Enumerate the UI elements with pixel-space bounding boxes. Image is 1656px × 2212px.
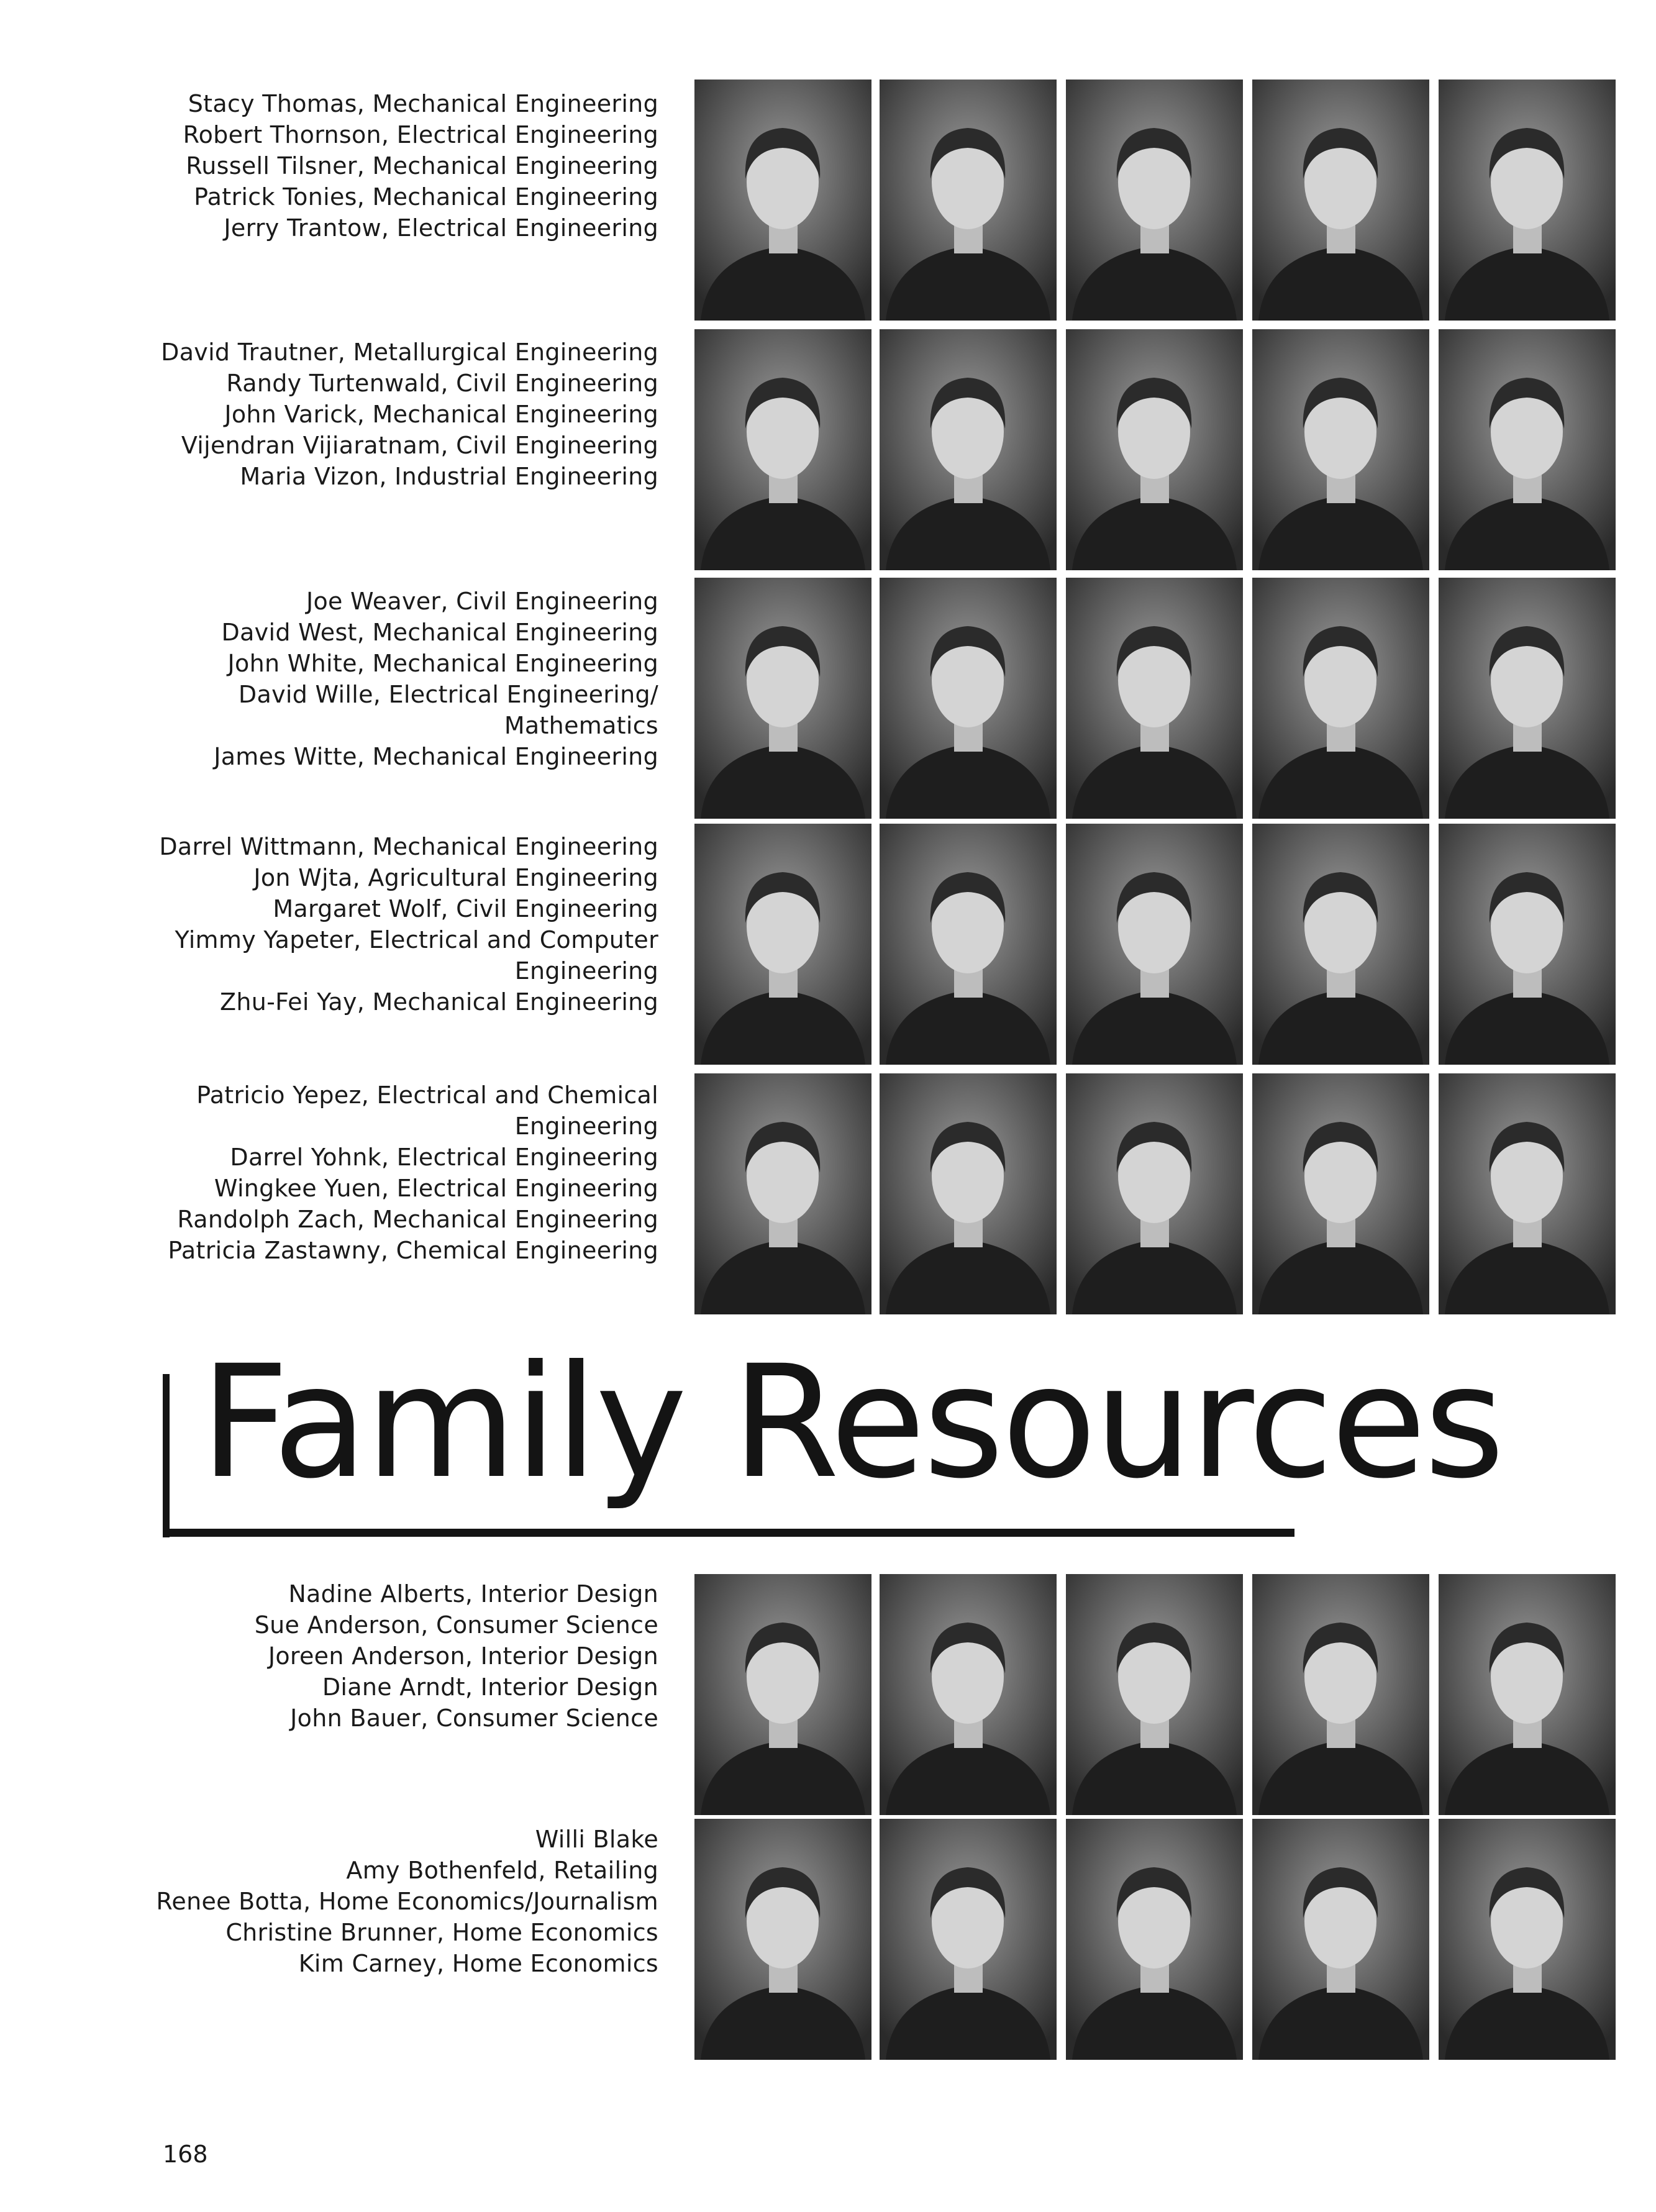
portrait-photo (1252, 1574, 1429, 1815)
caption-line: Stacy Thomas, Mechanical Engineering (188, 90, 658, 117)
portrait-image (694, 1819, 871, 2060)
portrait-image (880, 1073, 1057, 1314)
caption-line: Renee Botta, Home Economics/Journalism (156, 1888, 658, 1915)
portrait-photo (1252, 80, 1429, 321)
caption-group (93, 586, 658, 772)
caption-line: Amy Bothenfeld, Retailing (346, 1857, 658, 1884)
portrait-photo (1252, 329, 1429, 570)
portrait-photo (880, 80, 1057, 321)
portrait-image (694, 824, 871, 1065)
portrait-image (1066, 329, 1243, 570)
caption-line: Jerry Trantow, Electrical Engineering (224, 214, 658, 242)
portrait-photo (1439, 80, 1616, 321)
heading-rule-horizontal (163, 1529, 1294, 1537)
caption-line: Joreen Anderson, Interior Design (268, 1642, 658, 1670)
portrait-photo (1439, 824, 1616, 1065)
caption-line: David Wille, Electrical Engineering/ (238, 681, 658, 708)
caption-line: Kim Carney, Home Economics (298, 1950, 658, 1977)
caption-line: Mathematics (504, 712, 658, 739)
portrait-image (1439, 329, 1616, 570)
caption-line: Darrel Yohnk, Electrical Engineering (230, 1144, 658, 1171)
caption-line: Christine Brunner, Home Economics (225, 1919, 658, 1946)
caption-line: Engineering (514, 1113, 658, 1140)
caption-line: Sue Anderson, Consumer Science (254, 1611, 658, 1639)
portrait-image (694, 329, 871, 570)
portrait-row (694, 1819, 1612, 2060)
caption-line: Willi Blake (535, 1826, 658, 1853)
portrait-photo (694, 1574, 871, 1815)
section-title: Family Resources (200, 1332, 1503, 1513)
caption-line: Randy Turtenwald, Civil Engineering (226, 370, 658, 397)
caption-group (93, 1578, 658, 1734)
portrait-photo (1252, 578, 1429, 819)
caption-line: David West, Mechanical Engineering (221, 619, 658, 646)
portrait-row (694, 824, 1612, 1065)
caption-line: Nadine Alberts, Interior Design (288, 1580, 658, 1608)
caption-line: Yimmy Yapeter, Electrical and Computer (175, 926, 658, 954)
portrait-row (694, 1574, 1612, 1815)
portrait-photo (1439, 1819, 1616, 2060)
portrait-image (880, 329, 1057, 570)
caption-line: Joe Weaver, Civil Engineering (306, 588, 658, 615)
portrait-image (1252, 329, 1429, 570)
caption-line: Darrel Wittmann, Mechanical Engineering (159, 833, 658, 860)
portrait-image (1252, 1819, 1429, 2060)
portrait-photo (1252, 824, 1429, 1065)
portrait-photo (694, 1819, 871, 2060)
caption-line: Vijendran Vijiaratnam, Civil Engineering (181, 432, 658, 459)
portrait-image (1439, 1819, 1616, 2060)
caption-group (93, 337, 658, 492)
caption-line: Engineering (514, 957, 658, 985)
portrait-row (694, 329, 1612, 570)
caption-group (93, 1824, 658, 1979)
caption-line: Margaret Wolf, Civil Engineering (273, 895, 658, 922)
portrait-photo (880, 329, 1057, 570)
portrait-photo (1066, 824, 1243, 1065)
caption-line: Randolph Zach, Mechanical Engineering (177, 1206, 658, 1233)
caption-line: John White, Mechanical Engineering (227, 650, 658, 677)
portrait-image (1439, 578, 1616, 819)
portrait-photo (1066, 1073, 1243, 1314)
portrait-photo (1066, 578, 1243, 819)
portrait-photo (1066, 1819, 1243, 2060)
portrait-photo (880, 1574, 1057, 1815)
portrait-image (1252, 578, 1429, 819)
portrait-image (1066, 578, 1243, 819)
portrait-image (1066, 1073, 1243, 1314)
caption-group (93, 1080, 658, 1266)
caption-line: Jon Wjta, Agricultural Engineering (253, 864, 658, 891)
portrait-image (694, 1073, 871, 1314)
portrait-image (1066, 1574, 1243, 1815)
portrait-image (694, 1574, 871, 1815)
portrait-image (880, 1574, 1057, 1815)
portrait-image (1252, 824, 1429, 1065)
portrait-photo (694, 578, 871, 819)
portrait-photo (694, 80, 871, 321)
portrait-photo (1066, 80, 1243, 321)
portrait-image (694, 80, 871, 321)
portrait-image (694, 578, 871, 819)
portrait-image (1252, 1574, 1429, 1815)
portrait-photo (1439, 329, 1616, 570)
portrait-image (1439, 1574, 1616, 1815)
portrait-photo (1066, 329, 1243, 570)
caption-line: James Witte, Mechanical Engineering (214, 743, 658, 770)
portrait-image (1252, 1073, 1429, 1314)
portrait-image (1439, 1073, 1616, 1314)
heading-rule-vertical (163, 1374, 170, 1537)
portrait-image (880, 578, 1057, 819)
caption-line: Zhu-Fei Yay, Mechanical Engineering (219, 988, 658, 1016)
portrait-photo (1066, 1574, 1243, 1815)
portrait-row (694, 80, 1612, 321)
page-number: 168 (163, 2141, 208, 2168)
portrait-row (694, 578, 1612, 819)
caption-line: Maria Vizon, Industrial Engineering (240, 463, 658, 490)
portrait-photo (1439, 1073, 1616, 1314)
portrait-image (880, 80, 1057, 321)
portrait-photo (880, 824, 1057, 1065)
portrait-photo (1252, 1819, 1429, 2060)
portrait-image (1066, 824, 1243, 1065)
portrait-photo (1439, 578, 1616, 819)
portrait-image (880, 824, 1057, 1065)
portrait-photo (880, 1073, 1057, 1314)
caption-line: Patricio Yepez, Electrical and Chemical (196, 1081, 658, 1109)
portrait-photo (694, 1073, 871, 1314)
caption-line: Diane Arndt, Interior Design (322, 1673, 658, 1701)
caption-line: Patricia Zastawny, Chemical Engineering (168, 1237, 658, 1264)
caption-line: John Bauer, Consumer Science (290, 1705, 658, 1732)
portrait-row (694, 1073, 1612, 1314)
caption-group (93, 88, 658, 244)
caption-line: David Trautner, Metallurgical Engineering (161, 339, 658, 366)
portrait-photo (880, 578, 1057, 819)
portrait-image (1066, 1819, 1243, 2060)
caption-line: Robert Thornson, Electrical Engineering (183, 121, 658, 148)
caption-line: Patrick Tonies, Mechanical Engineering (194, 183, 658, 211)
portrait-photo (1439, 1574, 1616, 1815)
portrait-image (1066, 80, 1243, 321)
portrait-image (1252, 80, 1429, 321)
portrait-photo (880, 1819, 1057, 2060)
portrait-image (880, 1819, 1057, 2060)
caption-group (93, 831, 658, 1017)
portrait-image (1439, 80, 1616, 321)
portrait-image (1439, 824, 1616, 1065)
caption-line: Russell Tilsner, Mechanical Engineering (186, 152, 658, 180)
caption-line: Wingkee Yuen, Electrical Engineering (214, 1175, 658, 1202)
caption-line: John Varick, Mechanical Engineering (224, 401, 658, 428)
portrait-photo (694, 329, 871, 570)
portrait-photo (694, 824, 871, 1065)
portrait-photo (1252, 1073, 1429, 1314)
